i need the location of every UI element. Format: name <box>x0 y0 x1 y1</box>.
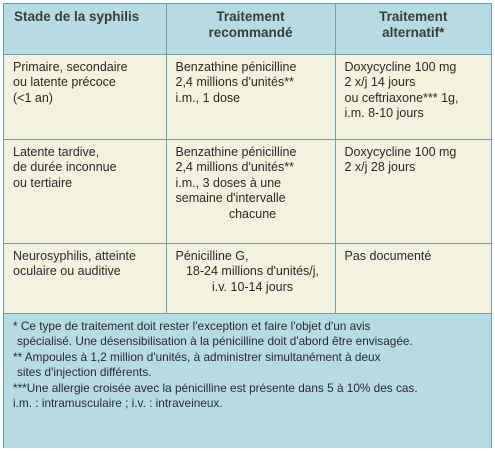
cell-line: chacune <box>228 206 277 221</box>
table-row <box>4 54 491 139</box>
cell-line: Benzathine pénicilline <box>175 59 297 74</box>
footnote-line: i.m. : intramusculaire ; i.v. : intraveineux. <box>13 396 223 410</box>
footnote-line: ** Ampoules à 1,2 million d'unités, à administrer simultanément à deux <box>13 349 381 364</box>
cell-line: Primaire, secondaire <box>13 59 128 74</box>
cell-line: i.m., 1 dose <box>175 90 241 105</box>
cell-recommended <box>166 139 335 243</box>
cell-line: ou tertiaire <box>13 175 73 190</box>
cell-stage <box>4 54 166 139</box>
header-line: alternatif* <box>382 25 445 40</box>
cell-line: Pas documenté <box>344 248 432 263</box>
treatment-table-card <box>3 3 492 448</box>
footnote-line: * Ce type de traitement doit rester l'exception et faire l'objet d'un avis <box>13 318 371 333</box>
header-alternative <box>335 4 491 54</box>
cell-line: Doxycycline 100 mg <box>344 144 457 159</box>
cell-line: 2 x/j 28 jours <box>344 160 416 174</box>
table-header-row <box>4 4 491 54</box>
cell-line: oculaire ou auditive <box>13 264 121 278</box>
footnotes <box>4 314 491 448</box>
cell-stage <box>4 139 166 243</box>
footnote-line: sites d'injection différents. <box>17 365 152 379</box>
cell-line: ou ceftriaxone*** 1g, <box>344 90 459 105</box>
cell-line: 18-24 millions d'unités/j, <box>185 264 319 278</box>
cell-alternative <box>335 139 491 243</box>
header-line: Traitement <box>216 9 285 24</box>
cell-recommended <box>166 54 335 139</box>
table-row <box>4 243 491 313</box>
header-recommended <box>166 4 335 54</box>
cell-line: (<1 an) <box>13 90 53 105</box>
header-stage <box>4 4 166 54</box>
header-line: recommandé <box>208 25 293 40</box>
cell-line: de durée inconnue <box>13 160 117 174</box>
cell-line: Benzathine pénicilline <box>175 144 297 159</box>
cell-line: Pénicilline G, <box>175 248 249 263</box>
footnote-line: ***Une allergie croisée avec la pénicilline est présente dans 5 à 10% des cas. <box>13 380 418 395</box>
header-line: Traitement <box>379 9 448 24</box>
table-row <box>4 139 491 243</box>
cell-line: 2 x/j 14 jours <box>344 75 416 89</box>
cell-line: Latente tardive, <box>13 144 100 159</box>
cell-line: ou latente précoce <box>13 75 116 89</box>
cell-line: 2,4 millions d'unités** <box>175 75 294 89</box>
cell-line: i.m. 8-10 jours <box>344 106 424 120</box>
cell-line: semaine d'intervalle <box>175 191 286 205</box>
cell-alternative <box>335 243 491 313</box>
syphilis-treatment-table <box>4 4 491 314</box>
cell-line: i.m., 3 doses à une <box>175 175 282 190</box>
cell-line: 2,4 millions d'unités** <box>175 160 294 174</box>
cell-line: i.v. 10-14 jours <box>211 279 294 294</box>
header-line: Stade de la syphilis <box>14 9 140 24</box>
cell-line: Doxycycline 100 mg <box>344 59 457 74</box>
footnote-line: spécialisé. Une désensibilisation à la pénicilline doit d'abord être envisagée. <box>17 334 413 348</box>
cell-stage <box>4 243 166 313</box>
cell-recommended <box>166 243 335 313</box>
cell-line: Neurosyphilis, atteinte <box>13 248 136 263</box>
cell-alternative <box>335 54 491 139</box>
